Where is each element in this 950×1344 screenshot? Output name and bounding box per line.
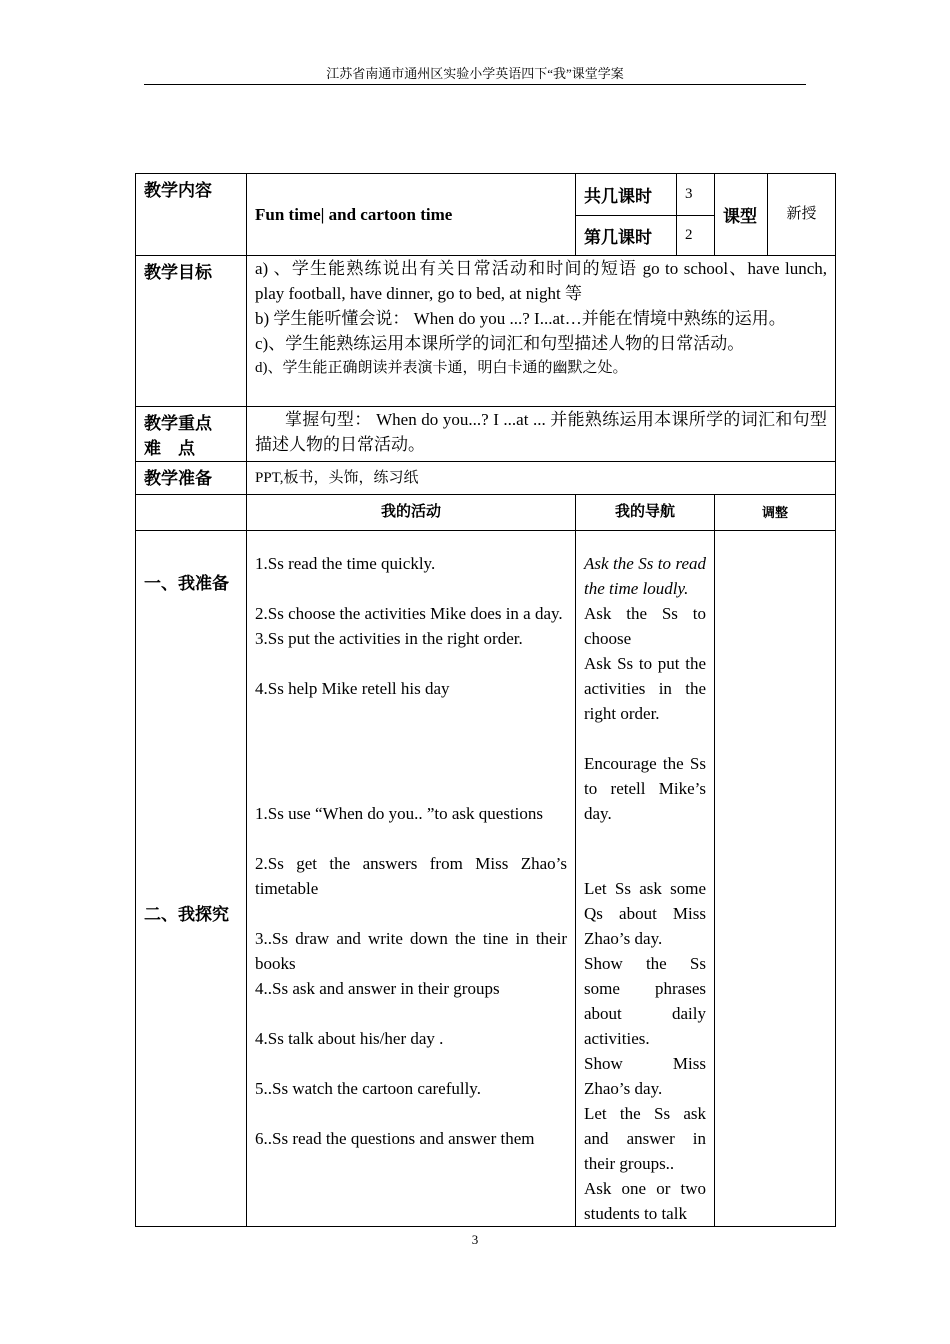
activity-item: 6..Ss read the questions and answer them <box>255 1129 535 1148</box>
section-labels-cell <box>136 531 247 1227</box>
goals-label: 教学目标 <box>136 256 247 407</box>
activity-item: 1.Ss use “When do you.. ”to ask questions <box>255 804 544 823</box>
activity-item: 3.Ss put the activities in the right order. <box>255 629 523 648</box>
goal-item: a) 、学生能熟练说出有关日常活动和时间的短语 go to school、have lunch, play football, have dinner, go to bed, at night 等 <box>255 259 827 303</box>
guide-item: Ask the Ss to choose <box>584 604 706 648</box>
activity-item: 4.Ss talk about his/her day . <box>255 1029 444 1048</box>
section-1-label: 一、我准备 <box>144 574 229 593</box>
blank-header-cell <box>136 495 247 531</box>
prep-text: PPT,板书，头饰，练习纸 <box>247 462 836 495</box>
goal-item: c)、学生能熟练运用本课所学的词汇和句型描述人物的日常活动。 <box>255 334 745 353</box>
type-value: 新授 <box>768 174 836 256</box>
guide-item: Let the Ss ask and answer in their groups.. <box>584 1104 706 1173</box>
activity-item: 4..Ss ask and answer in their groups <box>255 979 500 998</box>
lesson-no-label: 第几课时 <box>576 216 677 256</box>
lesson-no-value: 2 <box>677 216 715 256</box>
page-header: 江苏省南通市通州区实验小学英语四下“我”课堂学案 <box>144 64 806 85</box>
key-label-line-2: 难 点 <box>144 439 195 458</box>
activity-item: 2.Ss get the answers from Miss Zhao’s timetable <box>255 854 567 898</box>
content-title: Fun time| and cartoon time <box>247 174 576 256</box>
page-number: 3 <box>471 1232 479 1247</box>
section-2-label: 二、我探究 <box>144 905 229 924</box>
guide-item: Encourage the Ss to retell Mike’s day. <box>584 754 706 823</box>
activities-cell <box>247 531 576 1227</box>
guide-item: Ask Ss to put the activities in the right order. <box>584 654 706 723</box>
content-label: 教学内容 <box>136 174 247 256</box>
adjust-cell <box>715 531 836 1227</box>
prep-label: 教学准备 <box>136 462 247 495</box>
col-header-guide: 我的导航 <box>576 495 715 531</box>
goal-item: b) 学生能听懂会说： When do you ...? I...at…并能在情境中熟练的运用。 <box>255 309 786 328</box>
key-points-text: 掌握句型： When do you...? I ...at ... 并能熟练运用本课所学的词汇和句型描述人物的日常活动。 <box>247 407 836 462</box>
guide-item: Let Ss ask some Qs about Miss Zhao’s day. <box>584 879 706 948</box>
activity-item: 1.Ss read the time quickly. <box>255 554 436 573</box>
col-header-adjust: 调整 <box>715 495 836 531</box>
goal-item: d)、学生能正确朗读并表演卡通，明白卡通的幽默之处。 <box>255 360 628 376</box>
guide-item: Show Miss Zhao’s day. <box>584 1054 706 1098</box>
activity-item: 2.Ss choose the activities Mike does in a day. <box>255 604 563 623</box>
activity-item: 5..Ss watch the cartoon carefully. <box>255 1079 481 1098</box>
col-header-activity: 我的活动 <box>247 495 576 531</box>
lesson-plan-table <box>135 173 836 1227</box>
key-points-label <box>136 407 247 462</box>
guide-item: Show the Ss some phrases about daily activities. <box>584 954 706 1048</box>
key-label-line-1: 教学重点 <box>144 414 212 433</box>
total-lessons-value: 3 <box>677 174 715 216</box>
activity-item: 4.Ss help Mike retell his day <box>255 679 450 698</box>
goals-cell <box>247 256 836 407</box>
guides-cell <box>576 531 715 1227</box>
type-label: 课型 <box>715 174 768 256</box>
total-lessons-label: 共几课时 <box>576 174 677 216</box>
guide-item: Ask one or two students to talk <box>584 1179 706 1223</box>
guide-item: Ask the Ss to read the time loudly. <box>584 554 706 598</box>
activity-item: 3..Ss draw and write down the tine in their books <box>255 929 567 973</box>
